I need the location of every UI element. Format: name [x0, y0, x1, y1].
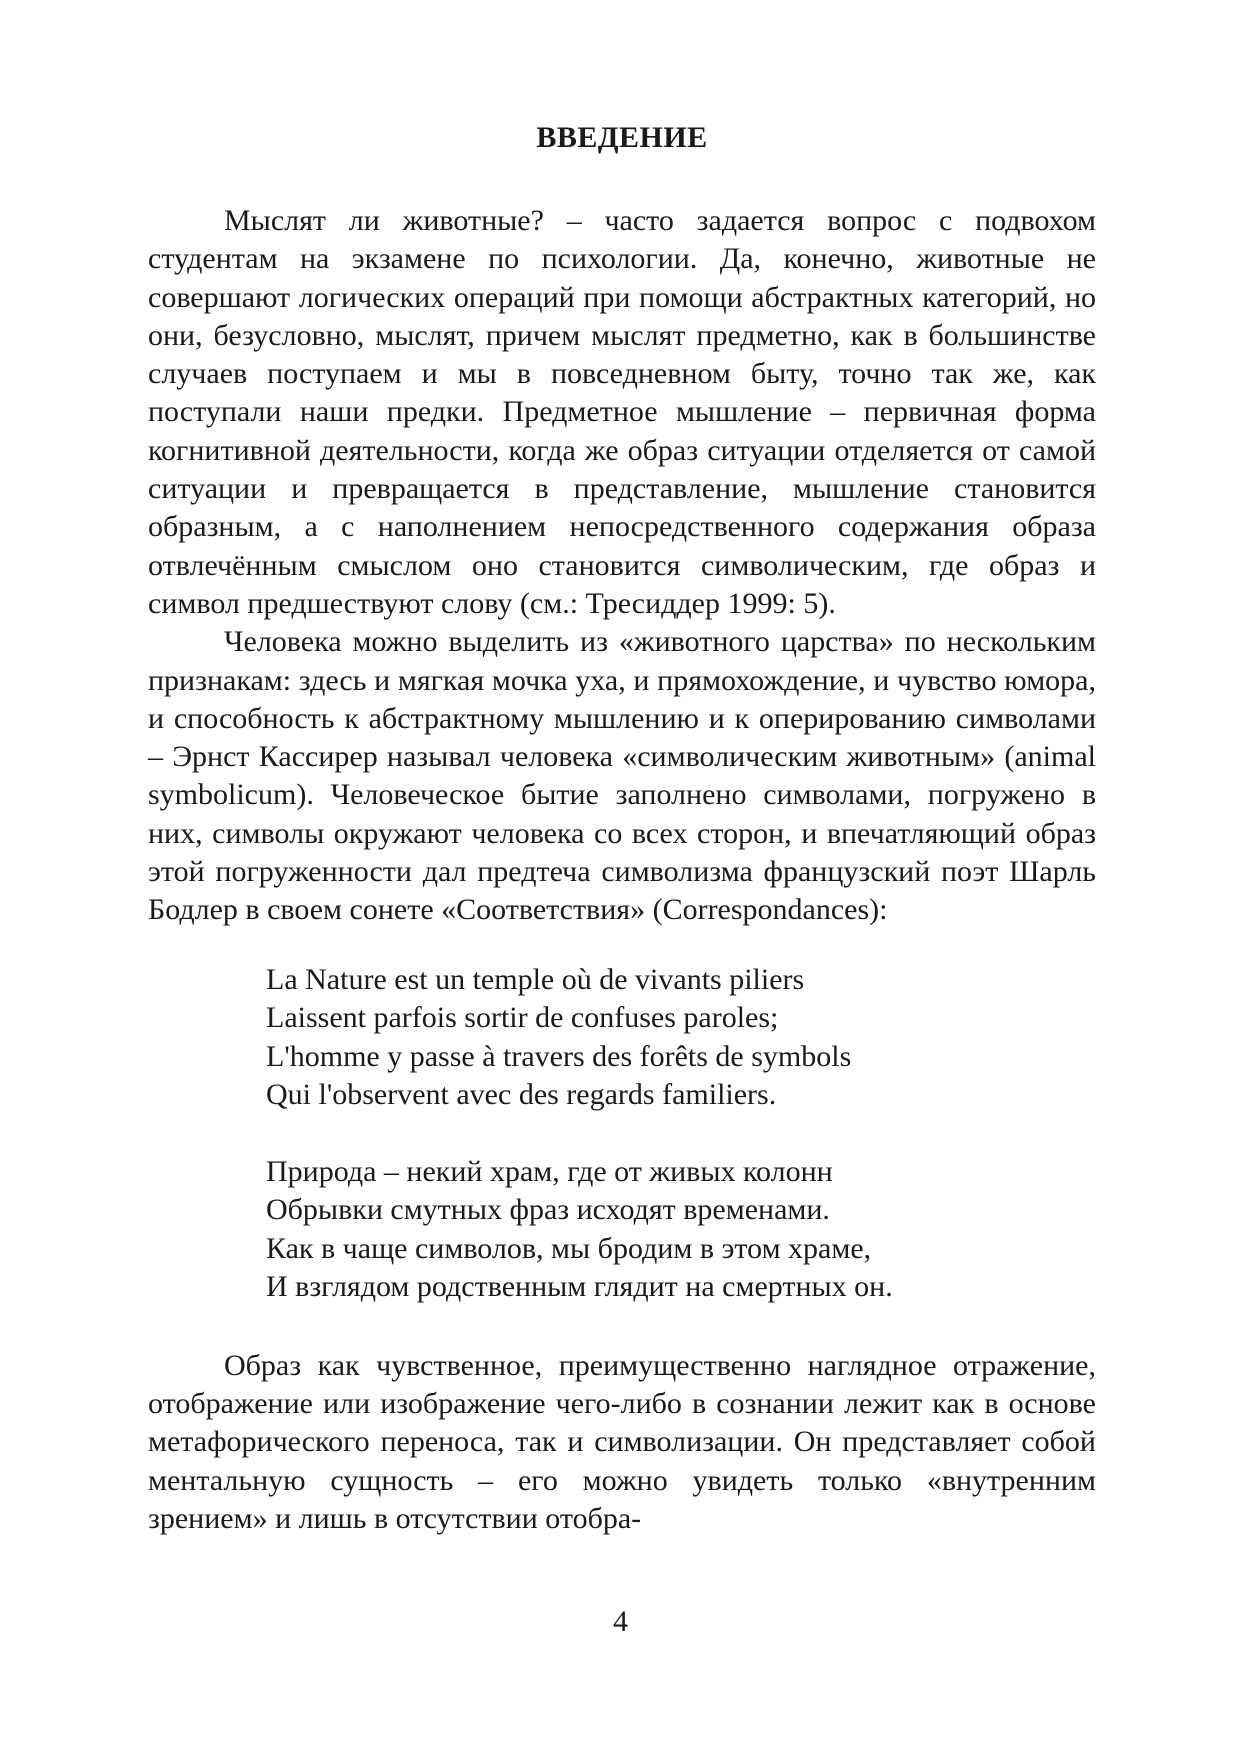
- poem-stanza-french: [148, 961, 1096, 1115]
- paragraph-2: Человека можно выделить из «животного царства» по нескольким признакам: здесь и мягкая мочка уха, и прямохождение, и чувство юмора, и способность к абстрактному мышлению и к оперированию символами – Эрнст Кассирер называл человека «символическим животным» (animal symbolicum). Человеческое бытие заполнено символами, погружено в них, символы окружают человека со всех сторон, и впечатляющий образ этой погруженности дал предтеча символизма французский поэт Шарль Бодлер в своем сонете «Соответствия» (Correspondances):: [148, 625, 1096, 927]
- page-number: 4: [613, 1605, 628, 1638]
- poem-line: Как в чаще символов, мы бродим в этом храме,: [266, 1231, 872, 1265]
- document-page: [148, 118, 1096, 1538]
- page-title: ВВЕДЕНИЕ: [536, 121, 708, 154]
- poem-line: И взглядом родственным глядит на смертных он.: [266, 1270, 893, 1304]
- poem-line: La Nature est un temple où de vivants piliers: [266, 962, 805, 996]
- paragraph-3: Образ как чувственное, преимущественно наглядное отражение, отображение или изображение чего-либо в сознании лежит как в основе метафорического переноса, так и символизации. Он представляет собой ментальную сущность – его можно увидеть только «внутренним зрением» и лишь в отсутствии отобра-: [148, 1348, 1096, 1535]
- poem-line: Обрывки смутных фраз исходят временами.: [266, 1193, 830, 1227]
- poem-line: Laissent parfois sortir de confuses paroles;: [266, 1001, 779, 1035]
- poem-line: L'homme y passe à travers des forêts de symbols: [266, 1039, 852, 1073]
- poem-stanza-russian: [148, 1153, 1096, 1307]
- paragraph-1: Мыслят ли животные? – часто задается вопрос с подвохом студентам на экзамене по психологии. Да, конечно, животные не совершают логических операций при помощи абстрактных категорий, но они, безусловно, мыслят, причем мыслят предметно, как в большинстве случаев поступаем и мы в повседневном быту, точно так же, как поступали наши предки. Предметное мышление – первичная форма когнитивной деятельности, когда же образ ситуации отделяется от самой ситуации и превращается в представление, мышление становится образным, а с наполнением непосредственного содержания образа отвлечённым смыслом оно становится символическим, где образ и символ предшествуют слову (см.: Тресиддер 1999: 5).: [148, 204, 1096, 620]
- poem-line: Природа – некий храм, где от живых колонн: [266, 1154, 833, 1188]
- poem-line: Qui l'observent avec des regards familiers.: [266, 1078, 777, 1112]
